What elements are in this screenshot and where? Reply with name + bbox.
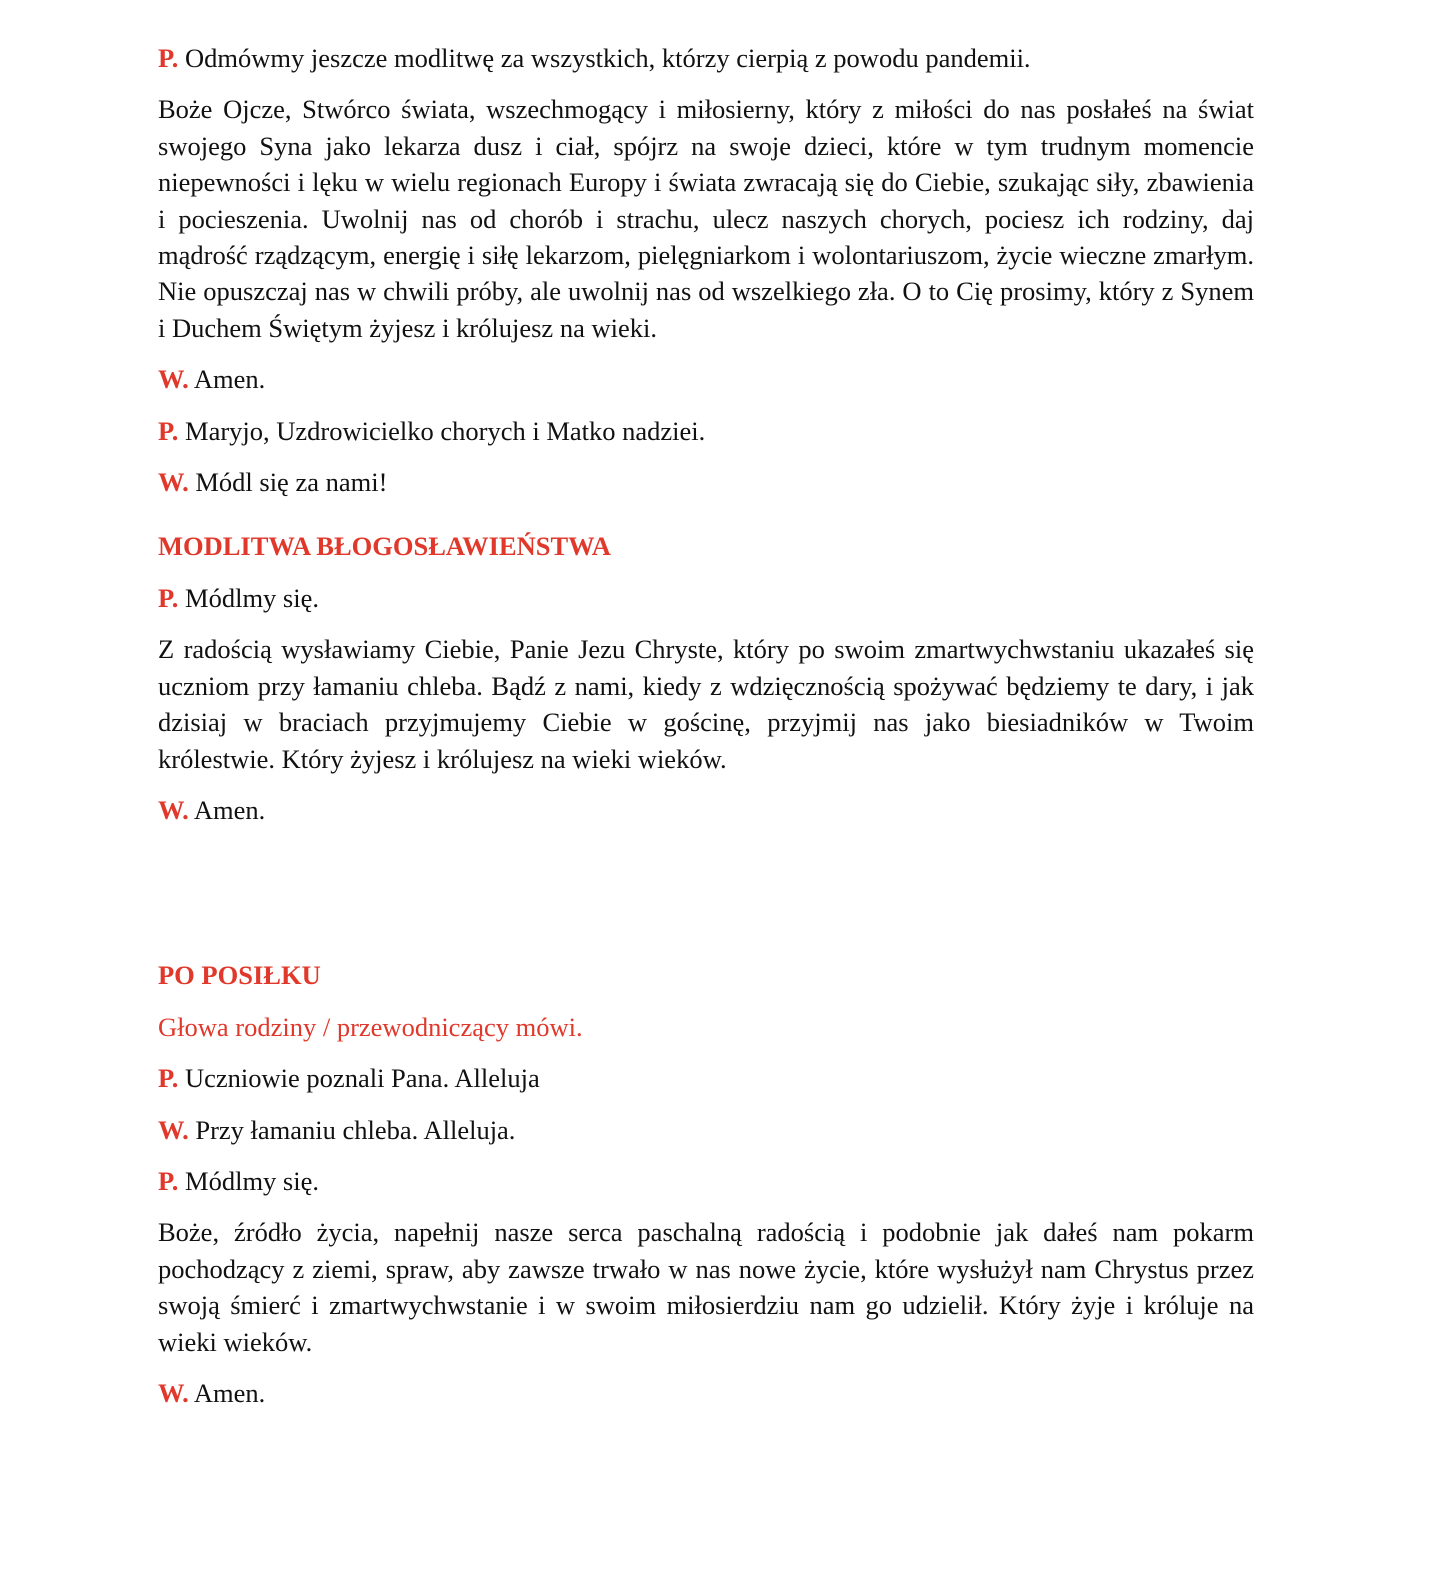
response-line xyxy=(158,361,1254,397)
rubric-instruction: Głowa rodziny / przewodniczący mówi. xyxy=(158,1011,583,1042)
line-text: Amen. xyxy=(193,794,266,825)
leader-line xyxy=(158,580,1254,616)
role-marker: P. xyxy=(158,415,179,446)
role-marker: P. xyxy=(158,1165,179,1196)
document-page xyxy=(158,40,1254,1426)
response-line xyxy=(158,464,1254,500)
leader-line xyxy=(158,1163,1254,1199)
line-text: Amen. xyxy=(193,1377,266,1408)
line-text: Uczniowie poznali Pana. Alleluja xyxy=(185,1063,540,1094)
line-text: Odmówmy jeszcze modlitwę za wszystkich, którzy cierpią z powodu pandemii. xyxy=(185,43,1031,73)
section-spacer xyxy=(158,843,1254,929)
line-text: Módlmy się. xyxy=(185,582,319,613)
line-text: Maryjo, Uzdrowicielko chorych i Matko nadziei. xyxy=(185,415,706,446)
leader-line xyxy=(158,1060,1254,1096)
response-line xyxy=(158,1112,1254,1148)
role-marker: W. xyxy=(158,364,189,395)
leader-line xyxy=(158,413,1254,449)
line-text: Amen. xyxy=(193,364,266,395)
leader-line xyxy=(158,40,1254,76)
line-text: Przy łamaniu chleba. Alleluja. xyxy=(195,1114,516,1145)
role-marker: P. xyxy=(158,582,179,613)
role-marker: P. xyxy=(158,1063,179,1094)
role-marker: W. xyxy=(158,1114,189,1145)
role-marker: W. xyxy=(158,467,189,498)
response-line xyxy=(158,792,1254,828)
role-marker: P. xyxy=(158,43,179,73)
after-meal-prayer: Boże, źródło życia, napełnij nasze serca paschalną radością i podobnie jak dałeś nam pokarm pochodzący z ziemi, spraw, aby zawsze trwało w nas nowe życie, które wysłużył nam Chrystus przez swoją śmierć i zmartwychwstanie i w swoim miłosierdziu nam go udzielił. Który żyje i króluje na wieki wieków. xyxy=(158,1217,1254,1357)
section-heading: PO POSIŁKU xyxy=(158,960,321,991)
section-heading: MODLITWA BŁOGOSŁAWIEŃSTWA xyxy=(158,531,611,562)
line-text: Módl się za nami! xyxy=(195,467,388,498)
role-marker: W. xyxy=(158,794,189,825)
blessing-prayer: Z radością wysławiamy Ciebie, Panie Jezu Chryste, który po swoim zmartwychwstaniu ukazałeś się uczniom przy łamaniu chleba. Bądź z nami, kiedy z wdzięcznością spożywać będziemy te dary, i jak dzisiaj w braciach przyjmujemy Ciebie w gościnę, przyjmij nas jako biesiadników w Twoim królestwie. Który żyjesz i królujesz na wieki wieków. xyxy=(158,634,1254,774)
line-text: Módlmy się. xyxy=(185,1165,319,1196)
role-marker: W. xyxy=(158,1377,189,1408)
response-line xyxy=(158,1375,1254,1411)
pandemic-prayer: Boże Ojcze, Stwórco świata, wszechmogący i miłosierny, który z miłości do nas posłałeś na świat swojego Syna jako lekarza dusz i ciał, spójrz na swoje dzieci, które w tym trudnym momencie niepewności i lęku w wielu regionach Europy i świata zwracają się do Ciebie, szukając siły, zbawienia i pocieszenia. Uwolnij nas od chorób i strachu, ulecz naszych chorych, pociesz ich rodziny, daj mądrość rządzącym, energię i siłę lekarzom, pielęgniarkom i wolontariuszom, życie wieczne zmarłym. Nie opuszczaj nas w chwili próby, ale uwolnij nas od wszelkiego zła. O to Cię prosimy, który z Synem i Duchem Świętym żyjesz i królujesz na wieki. xyxy=(158,94,1254,343)
